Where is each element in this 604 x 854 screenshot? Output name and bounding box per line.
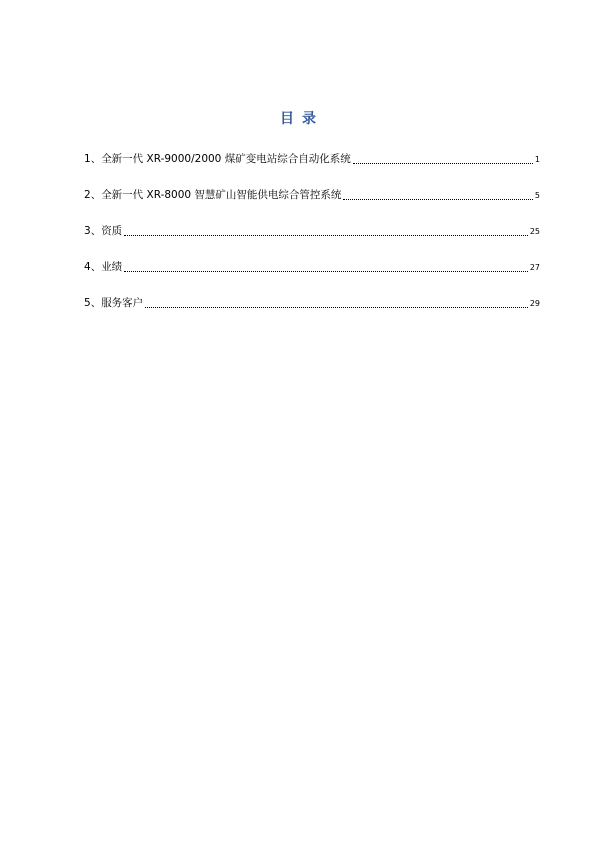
toc-entry-text: 全新一代 XR-8000 智慧矿山智能供电综合管控系统 <box>101 189 342 201</box>
toc-entry-page: 5 <box>534 191 540 200</box>
toc-title: 目录 <box>280 111 324 127</box>
toc-leader-dots <box>343 199 532 200</box>
toc-leader-dots <box>124 235 528 236</box>
toc-entry-number: 2 <box>84 189 91 201</box>
toc-entry-number: 3 <box>84 225 91 237</box>
toc-entry-text: 服务客户 <box>101 297 144 309</box>
toc-entry-text: 全新一代 XR-9000/2000 煤矿变电站综合自动化系统 <box>101 153 351 165</box>
toc-entry-number: 4 <box>84 261 91 273</box>
toc-entry-separator: 、 <box>90 297 102 309</box>
toc-entry-page: 27 <box>529 263 540 272</box>
toc-leader-dots <box>353 163 533 164</box>
toc-entry-separator: 、 <box>90 225 102 237</box>
toc-entry-page: 29 <box>529 299 540 308</box>
toc-entry-page: 25 <box>529 227 540 236</box>
toc-entry-text: 业绩 <box>101 261 123 273</box>
toc-entry-number: 5 <box>84 297 91 309</box>
toc-entry[interactable] <box>84 258 540 277</box>
toc-entry-separator: 、 <box>90 189 102 201</box>
toc-leader-dots <box>124 271 528 272</box>
toc-entry-separator: 、 <box>90 261 102 273</box>
toc-entry-separator: 、 <box>90 153 102 165</box>
toc-entry[interactable] <box>84 186 540 205</box>
toc-entry[interactable] <box>84 294 540 313</box>
toc-entry-number: 1 <box>84 153 91 165</box>
toc-leader-dots <box>145 307 528 308</box>
toc-entry-text: 资质 <box>101 225 123 237</box>
toc-entry-page: 1 <box>534 155 540 164</box>
toc-entry[interactable] <box>84 222 540 241</box>
toc-list <box>84 150 540 330</box>
toc-entry[interactable] <box>84 150 540 169</box>
